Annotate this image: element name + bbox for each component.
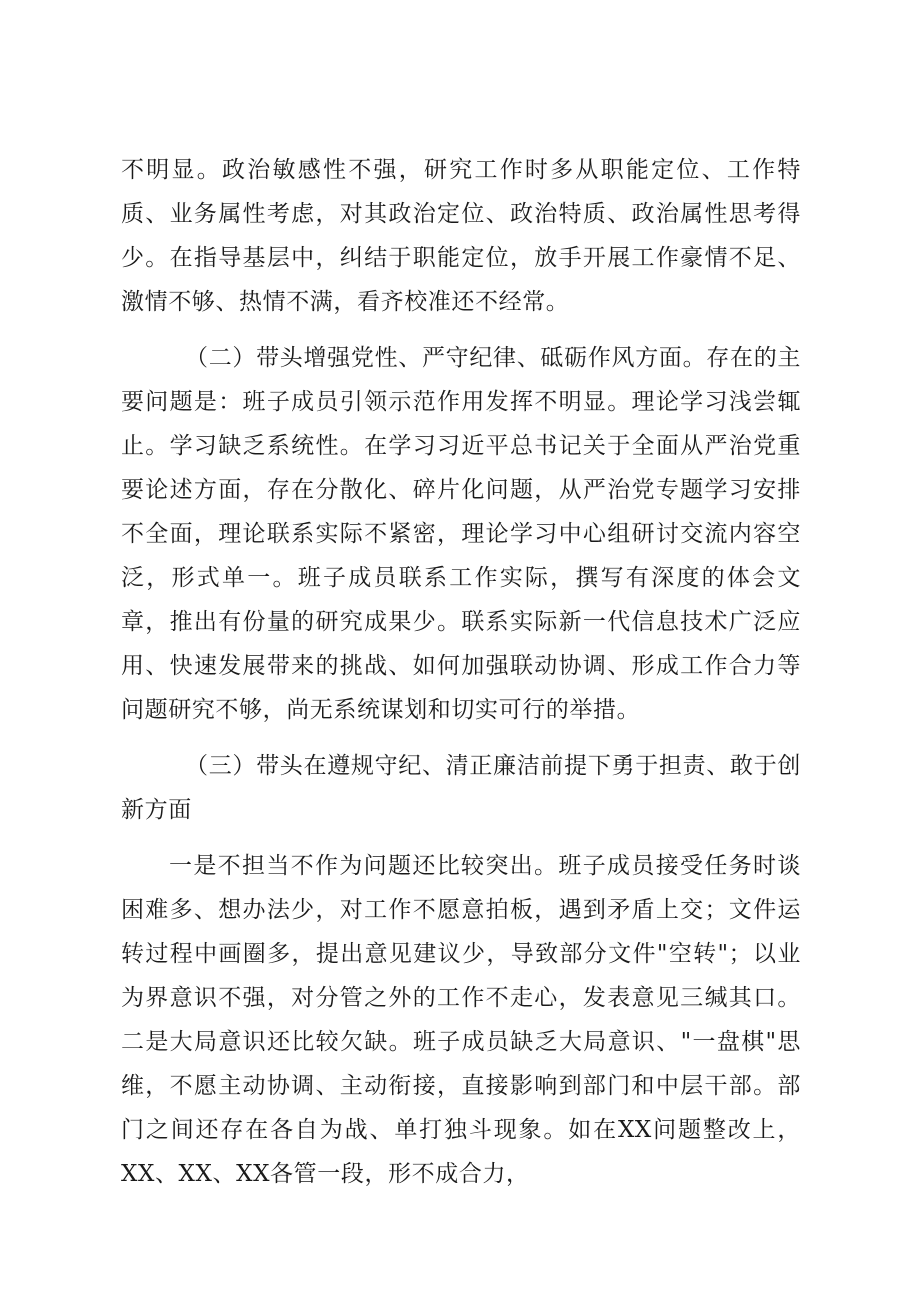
- paragraph-section-two: （二）带头增强党性、严守纪律、砥砺作风方面。存在的主要问题是：班子成员引领示范作用发挥不明显。理论学习浅尝辄止。学习缺乏系统性。在学习习近平总书记关于全面从严治党重要论述方面，存在分散化、碎片化问题，从严治党专题学习安排不全面，理论联系实际不紧密，理论学习中心组研讨交流内容空泛，形式单一。班子成员联系工作实际，撰写有深度的体会文章，推出有份量的研究成果少。联系实际新一代信息技术广泛应用、快速发展带来的挑战、如何加强联动协调、形成工作合力等问题研究不够，尚无系统谋划和切实可行的举措。: [121, 345, 801, 723]
- paragraph-responsibility-issues: 一是不担当不作为问题还比较突出。班子成员接受任务时谈困难多、想办法少，对工作不愿意拍板，遇到矛盾上交；文件运转过程中画圈多，提出意见建议少，导致部分文件"空转"；以业为界意识不强，对分管之外的工作不走心，发表意见三缄其口。二是大局意识还比较欠缺。班子成员缺乏大局意识、"一盘棋"思维，不愿主动协调、主动衔接，直接影响到部门和中层干部。部门之间还存在各自为战、单打独斗现象。如在XX问题整改上，XX、XX、XX各管一段，形不成合力，: [121, 853, 801, 1187]
- paragraph-political-awareness: 不明显。政治敏感性不强，研究工作时多从职能定位、工作特质、业务属性考虑，对其政治定位、政治特质、政治属性思考得少。在指导基层中，纠结于职能定位，放手开展工作豪情不足、激情不够、热情不满，看齐校准还不经常。: [121, 157, 801, 315]
- document-body: [121, 148, 801, 1196]
- paragraph-section-three-heading: （三）带头在遵规守纪、清正廉洁前提下勇于担责、敢于创新方面: [121, 753, 801, 823]
